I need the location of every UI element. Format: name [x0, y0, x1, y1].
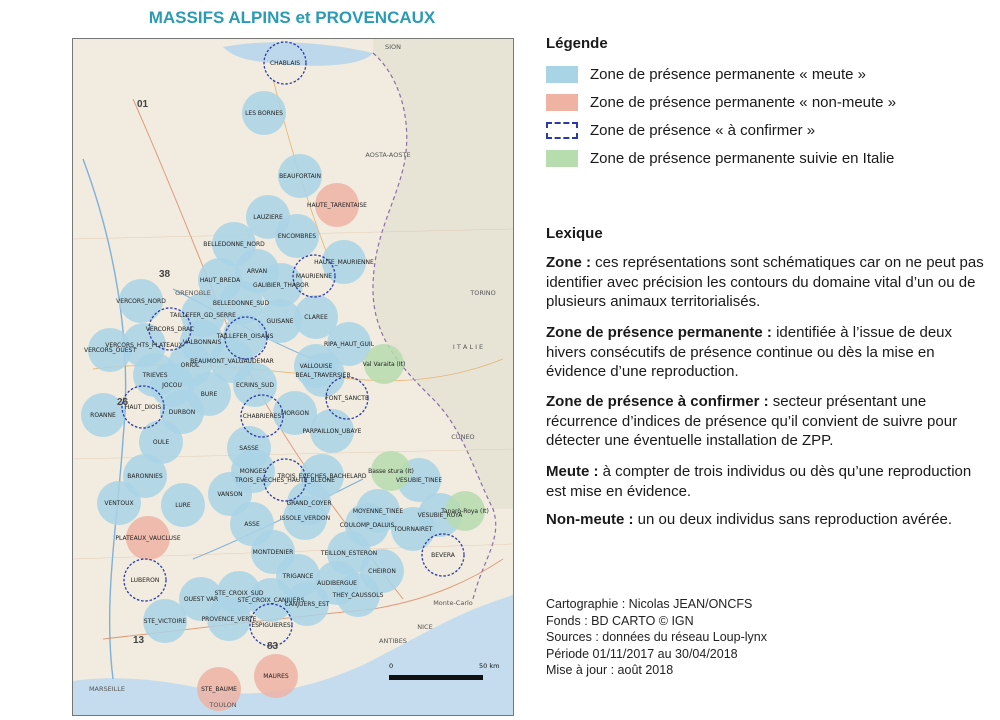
zone-label-vanson: VANSON [217, 491, 243, 498]
swatch-non-meute [546, 94, 578, 111]
zone-label-issole-verdon: ISSOLE_VERDON [279, 515, 331, 522]
zone-label-belledonne-sud: BELLEDONNE_SUD [212, 300, 270, 307]
zone-label-ste-croix-sud: STE_CROIX_SUD [214, 590, 264, 597]
zone-label-baronnies: BARONNIES [127, 473, 163, 480]
scale-start: 0 [389, 662, 394, 670]
zone-label-durbon: DURBON [168, 409, 196, 416]
zone-label-moyenne-tinee: MOYENNE_TINEE [352, 508, 404, 515]
credit-line: Période 01/11/2017 au 30/04/2018 [546, 646, 738, 661]
legend-label-meute: Zone de présence permanente « meute » [590, 65, 867, 83]
zone-label-bevera: BEVERA [431, 552, 455, 559]
place-label-sion: SION [384, 43, 402, 51]
zone-label-beal-traversier: BEAL_TRAVERSIER [295, 372, 351, 379]
zone-label-galibier-thabor: GALIBIER_THABOR [253, 282, 309, 289]
zone-label-ste-baume: STE_BAUME [201, 686, 237, 693]
zone-label-trois-eveches-bachelard: TROIS_EVECHES_BACHELARD [277, 473, 367, 480]
zone-label-grand-coyer: GRAND_COYER [286, 500, 332, 507]
place-label-cuneo: CUNEO [451, 433, 475, 441]
zone-label-provence-verte: PROVENCE_VERTE [201, 616, 257, 623]
zone-label-valbonnais: VALBONNAIS [182, 339, 222, 346]
zone-label-asse: ASSE [244, 521, 260, 528]
zone-label-chablais: CHABLAIS [269, 60, 301, 67]
zone-label-belledonne-nord: BELLEDONNE_NORD [203, 241, 265, 248]
credit-line: Fonds : BD CARTO © IGN [546, 613, 694, 628]
zone-label-tanar-roya-it: Tanarò-Roya (It) [441, 508, 489, 515]
zone-label-oriol: ORIOL [180, 362, 200, 369]
place-label-aosta-aoste: AOSTA-AOSTE [365, 151, 411, 159]
zone-label-trigance: TRIGANCE [282, 573, 314, 580]
zone-label-maurienne: MAURIENNE [295, 273, 333, 280]
department-number-38: 38 [159, 269, 171, 280]
lexique-entry-zone [546, 253, 986, 312]
zone-label-basse-stura-it: Basse stura (It) [368, 468, 414, 475]
zone-label-ventoux: VENTOUX [104, 500, 134, 507]
zone-label-canjuers-est: CANJUERS_EST [284, 601, 330, 608]
zone-label-beaufortain: BEAUFORTAIN [279, 173, 321, 180]
zone-label-jocou: JOCOU [162, 382, 182, 389]
zone-label-bure: BURE [200, 391, 218, 398]
italy-area [373, 39, 513, 509]
swatch-italie [546, 150, 578, 167]
legend-label-a-confirmer: Zone de présence « à confirmer » [590, 121, 816, 139]
lexique-term: Zone : [546, 254, 591, 271]
lexique-text: à compter de trois individus ou dès qu’une reproduction est mise en évidence. [546, 463, 972, 500]
zone-label-tournairet: TOURNAIRET [393, 526, 433, 533]
zone-label-taillefer-oisans: TAILLEFER_OISANS [216, 333, 274, 340]
lexique-entry-zpp [546, 323, 986, 382]
place-label-antibes: ANTIBES [379, 637, 407, 645]
zone-label-vercors-drac: VERCORS_DRAC [145, 326, 195, 333]
map-title: MASSIFS ALPINS et PROVENCAUX [148, 8, 436, 27]
zone-label-arvan: ARVAN [246, 268, 268, 275]
scale-end: 50 km [479, 662, 500, 670]
lexique-entry-a-confirmer [546, 392, 986, 451]
department-number-26: 26 [117, 397, 129, 408]
zone-label-they-caussols: THEY_CAUSSOLS [332, 592, 384, 599]
zone-label-teillon-esteron: TEILLON_ESTERON [320, 550, 378, 557]
lexique-title: Lexique [546, 225, 603, 242]
zone-label-monges: MONGES [239, 468, 267, 475]
lexique-entry-non-meute [546, 510, 986, 530]
swatch-a-confirmer [546, 122, 578, 139]
lexique-text: identifiée à l’issue de deux hivers consécutifs de présence continue ou dès la mise en évidence d’une reproduction. [546, 324, 953, 380]
lexique-text: ces représentations sont schématiques car on ne peut pas identifier avec précision les contours du domaine vital d’un ou de plusieurs animaux territorialisés. [546, 254, 984, 310]
zone-label-montdenier: MONTDENIER [252, 549, 294, 556]
credit-line: Sources : données du réseau Loup-lynx [546, 630, 767, 645]
zone-label-haut-breda: HAUT_BREDA [199, 277, 241, 284]
zone-label-ripa-haut-guil: RIPA_HAUT_GUIL [323, 341, 375, 348]
legend-item-non-meute [546, 92, 896, 112]
zone-label-lauziere: LAUZIERE [253, 214, 283, 221]
place-label-nice: NICE [417, 623, 433, 631]
zone-label-taillefer-gd-serre: TAILLEFER_GD_SERRE [170, 312, 236, 319]
zone-label-plateaux-vaucluse: PLATEAUX_VAUCLUSE [115, 535, 181, 542]
zone-label-ecrins-sud: ECRINS_SUD [235, 382, 275, 389]
lexique-entry-meute [546, 462, 986, 501]
zone-label-lure: LURE [175, 502, 191, 509]
zone-label-haute-maurienne: HAUTE_MAURIENNE [314, 259, 374, 266]
department-number-83: 83 [267, 641, 279, 652]
zone-label-coulomp-daluis: COULOMP_DALUIS [339, 522, 395, 529]
scale-bar-rect [389, 675, 483, 680]
zone-label-trois-eveches-haute-bleone: TROIS_EVECHES_HAUTE_BLEONE [235, 477, 335, 484]
legend-label-italie: Zone de présence permanente suivie en Italie [590, 149, 895, 167]
map-frame[interactable] [72, 38, 514, 716]
zone-label-haute-tarentaise: HAUTE_TARENTAISE [307, 202, 367, 209]
lexique-term: Meute : [546, 463, 599, 480]
zone-label-maures: MAURES [263, 673, 289, 680]
lexique-text: secteur présentant une récurrence d’indices de présence qu’il convient de suivre pour détecter une éventuelle installation de ZPP. [546, 393, 958, 449]
zone-label-morgon: MORGON [281, 410, 309, 417]
zone-label-vercors-nord: VERCORS_NORD [116, 298, 166, 305]
zone-label-espiguieres: ESPIGUIERES [251, 622, 291, 629]
zone-label-audibergue: AUDIBERGUE [317, 580, 357, 587]
zone-label-roanne: ROANNE [90, 412, 116, 419]
place-label-toulon: TOULON [209, 701, 237, 709]
zone-label-haut-diois: HAUT_DIOIS [124, 404, 162, 411]
zone-label-vallouise: VALLOUISE [299, 363, 333, 370]
lexique-text: un ou deux individus sans reproduction avérée. [637, 511, 953, 528]
zone-label-sasse: SASSE [239, 445, 259, 452]
zone-label-vesubie-roya: VESUBIE_ROYA [417, 512, 463, 519]
zone-label-les-bornes: LES BORNES [245, 110, 283, 117]
zone-label-guisane: GUISANE [266, 318, 294, 325]
legend-item-meute [546, 64, 866, 84]
place-label-torino: TORINO [470, 289, 496, 297]
zone-label-cheiron: CHEIRON [368, 568, 396, 575]
zone-label-encombres: ENCOMBRES [277, 233, 317, 240]
map-canvas[interactable] [73, 39, 513, 715]
zone-label-claree: CLAREE [304, 314, 328, 321]
zone-label-vesubie-tinee: VESUBIE_TINEE [395, 477, 443, 484]
credit-line: Mise à jour : août 2018 [546, 663, 674, 678]
place-label-grenoble: GRENOBLE [175, 289, 211, 297]
zone-label-luberon: LUBERON [130, 577, 160, 584]
lexique-term: Non-meute : [546, 511, 634, 528]
zone-label-ste-croix-canjuers: STE_CROIX_CANJUERS [237, 597, 305, 604]
department-number-13: 13 [133, 635, 145, 646]
legend-item-italie [546, 148, 894, 168]
lexique-term: Zone de présence à confirmer : [546, 393, 769, 410]
swatch-meute [546, 66, 578, 83]
zone-label-beaumont-valgaudemar: BEAUMONT_VALGAUDEMAR [190, 358, 274, 365]
zone-label-chabrieres: CHABRIERES [242, 413, 282, 420]
zone-label-vercors-ouest: VERCORS_OUEST [83, 347, 137, 354]
zone-label-ste-victoire: STE_VICTOIRE [143, 618, 187, 625]
legend-item-a-confirmer [546, 120, 815, 140]
zone-label-vercors-hts-plateaux: VERCORS_HTS_PLATEAUX [105, 342, 183, 349]
place-label-i-t-a-l-i-e: I T A L I E [452, 343, 484, 351]
zone-label-oule: OULE [152, 439, 170, 446]
zone-label-parpaillon-ubaye: PARPAILLON_UBAYE [302, 428, 362, 435]
zone-label-val-varaita-it: Val Varaita (It) [362, 361, 406, 368]
legend-title: Légende [546, 35, 608, 52]
zone-label-ouest-var: OUEST VAR [183, 596, 219, 603]
credits [546, 596, 767, 679]
legend-label-non-meute: Zone de présence permanente « non-meute » [590, 93, 897, 111]
place-label-monte-carlo: Monte-Carlo [433, 599, 473, 607]
zone-label-font-sancte: FONT_SANCTE [325, 395, 369, 402]
department-number-01: 01 [137, 99, 149, 110]
lexique-term: Zone de présence permanente : [546, 324, 772, 341]
place-label-marseille: MARSEILLE [88, 685, 126, 693]
zone-label-trieves: TRIEVES [142, 372, 168, 379]
credit-line: Cartographie : Nicolas JEAN/ONCFS [546, 597, 753, 611]
